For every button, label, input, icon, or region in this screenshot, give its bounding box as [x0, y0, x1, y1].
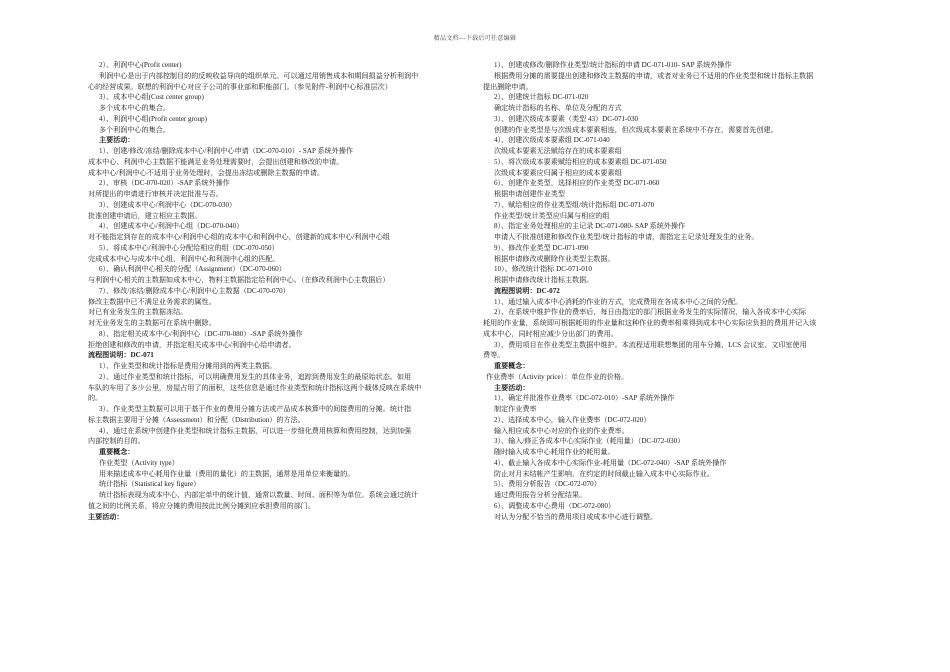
left-text-line: 利润中心是出于内部控制目的的反映收益导向的组织单元。可以通过用销售成本和期间损益分析利润中 [99, 71, 419, 80]
right-text-line: 1）、创建或修改/删除作业类型/统计指标的申请 DC-071-010- SAP 系统外操作 [494, 61, 732, 69]
right-text-line: 重要概念： [494, 362, 530, 370]
right-text-line: 创建的作业类型是与次级成本要素相连，但次级成本要素在系统中不存在，需要首先创建。 [494, 125, 778, 134]
left-text-line: 对所提出的申请进行审核并决定批准与否。 [88, 190, 223, 198]
right-column [483, 60, 878, 522]
left-text-line: 成本中心、利润中心主数据不能满足业务处理需要时，会提出创建和修改的申请。 [88, 157, 344, 166]
left-text-line: 修改主数据中已不满足业务需求的属性。 [88, 297, 216, 306]
right-text-line: 成本中心，同时相应减少分出部门的费用。 [483, 329, 618, 338]
right-text-line: 提出删除申请。 [483, 82, 533, 91]
right-text-line: 3）、创建次级成本要素（类型 43）DC-071-030 [494, 114, 639, 123]
right-text-line: 随时输入成本中心耗用作业的耗用量。 [494, 448, 615, 456]
left-text-line: 5）、将成本中心/利润中心分配给相应的组（DC-070-050） [99, 243, 279, 252]
right-text-line: 对认为分配不恰当的费用项目或成本中心进行调整。 [494, 512, 658, 521]
right-text-line: 2）、在系统中维护作业的费率后，每日由指定的部门根据业务发生的实际情况，输入各成本中心实际 [494, 308, 807, 317]
right-text-line: 根据申请修改统计指标主数据。 [494, 276, 594, 284]
right-text-line: 1）、通过输入成本中心消耗的作业的方式，完成费用在各成本中心之间的分配。 [494, 297, 743, 306]
left-text-line: 统计指标表现为成本中心、内部定单中的统计值，通常以数量、时间、面积等为单位。系统会通过统计 [99, 491, 419, 499]
left-text-line: 心的经营成果。联想的利润中心对应子公司的事业部和职能部门。（参见附件-利润中心标准层次） [88, 82, 392, 91]
right-text-line: 3）、输入/修正各成本中心实际作业（耗用量）（DC-072-030） [494, 437, 685, 446]
right-text-line: 作业类型/统计类型应归属与相应的组 [494, 211, 610, 220]
left-text-line: 主要活动： [88, 512, 124, 521]
left-text-line: 6）、确认利润中心相关的分配（Assignment）（DC-070-060） [99, 265, 286, 274]
left-text-line: 拒绝创建和修改的申请，并指定相关成本中心/利润中心给申请者。 [88, 340, 296, 349]
left-text-line: 成本中心/利润中心不适用于业务处理时，会提出冻结或删除主数据的申请。 [88, 168, 325, 177]
page-header: 精品文档---下载后可任意编辑 [433, 36, 517, 42]
right-text-line: 次级成本要素应归属于相应的成本要素组 [494, 168, 622, 177]
right-text-line: 2）、选择成本中心，输入作业费率（DC-072-020） [494, 415, 651, 424]
left-text-line: 2）、通过作业类型和统计指标，可以明确费用发生的具体业务，追踪到费用发生的最原始状态。如用 [99, 372, 412, 381]
right-text-line: 根据申请修改或删除作业类型主数据。 [494, 254, 615, 263]
right-text-line: 10）、修改统计指标 DC-071-010 [494, 265, 592, 274]
left-text-line: 的。 [88, 394, 103, 403]
left-text-line: 4）、利润中心组(Profit center group) [99, 114, 207, 123]
left-text-line: 4）、创建成本中心/利润中心组（DC-070-040） [99, 222, 244, 231]
right-text-line: 2）、创建统计指标 DC-071-020 [494, 93, 589, 102]
left-text-line: 多个成本中心的集合。 [99, 104, 170, 112]
right-text-line: 9）、修改作业类型 DC-071-090 [494, 243, 589, 252]
right-text-line: 根据费用分摊的需要提出创建和修改主数据的申请，或者对业务已不适用的作业类型和统计指标主数据 [494, 71, 814, 80]
right-text-line: 主要活动： [494, 383, 530, 392]
left-text-line: 7）、修改/冻结/删除成本中心/利润中心主数据（DC-070-070） [99, 286, 290, 295]
right-text-line: 输入相应成本中心对应的作业的作业费率。 [494, 426, 629, 435]
right-text-line: 4）、截止输入各成本中心实际作业-耗用量（DC-072-040）-SAP 系统外操作 [494, 458, 727, 467]
left-text-line: 主要活动： [99, 136, 135, 145]
left-text-line: 对无业务发生的主数据可在系统中删除。 [88, 319, 216, 327]
right-text-line: 防止对月末结帐产生影响，在约定的时间截止输入成本中心实际作业。 [494, 469, 714, 478]
left-text-line: 2）、审核（DC-070-020）-SAP 系统外操作 [99, 179, 230, 188]
right-text-line: 1）、确定并批准作业费率（DC-072-010）-SAP 系统外操作 [494, 394, 675, 403]
left-text-line: 标主数据主要用于分摊（Assessment）和分配（Distribution）的方法。 [88, 415, 305, 424]
left-text-line: 对已有业务发生的主数据冻结。 [88, 308, 188, 317]
right-text-line: 6）、创建作业类型，选择相应的作业类型 DC-071-060 [494, 179, 660, 188]
right-text-line: 4）、创建次级成本要素组 DC-071-040 [494, 136, 610, 145]
right-text-line: 申请人不批准创建和修改作业类型/统计指标的申请，需指定主记录处理发生的业务。 [494, 233, 759, 241]
left-text-line: 2）、利润中心(Profit center) [99, 61, 182, 69]
left-text-line: 3）、作业类型主数据可以用于基于作业的费用分摊方法或产品成本核算中的间接费用的分摊。统计指 [99, 405, 412, 413]
left-text-line: 流程图说明：DC-071 [88, 351, 154, 360]
left-text-line: 与利润中心相关的主数据如成本中心，物料主数据指定给利润中心。（在修改利润中心主数据后） [88, 276, 390, 284]
right-text-line: 流程图说明：DC-072 [494, 286, 560, 295]
left-text-line: 作业类型（Activity type） [99, 458, 179, 467]
right-text-line: 6）、调整成本中心费用（DC-072-080） [494, 501, 615, 510]
left-text-line: 车队的车用了多少公里，房屋占用了的面积，这些信息是通过作业类型和统计指标这两个载体反映在系统中 [88, 383, 422, 392]
right-text-line: 5）、将次级成本要素赋给相应的成本要素组 DC-071-050 [494, 157, 667, 166]
left-text-line: 内部控制的目的。 [88, 437, 145, 446]
left-text-line: 值之间的比例关系，将应分摊的费用按此比例分摊到应承担费用的部门。 [88, 501, 315, 510]
right-text-line: 次级成本要素无法赋给存在的成本要素组 [494, 147, 622, 155]
left-text-line: 1）、作业类型和统计指标是费用分摊用到的两类主数据。 [99, 362, 277, 370]
right-text-line: 通过费用报告分析分配结果。 [494, 491, 587, 499]
right-text-line: 根据申请创建作业类型 [494, 190, 565, 198]
left-text-line: 重要概念： [99, 448, 135, 456]
right-text-line: 费等。 [483, 351, 505, 360]
right-text-line: 作业费率（Activity price）：单位作业的价格。 [486, 372, 629, 381]
right-text-line: 5）、费用分析报告（DC-072-070） [494, 480, 601, 489]
left-text-line: 3）、创建成本中心/利润中心（DC-070-030） [99, 200, 237, 209]
left-text-line: 多个利润中心的集合。 [99, 125, 170, 134]
right-text-line: 耗用的作业量，系统即可根据耗用的作业量和这种作业的费率相乘得到成本中心实际应负担的费用并记入该 [483, 319, 817, 327]
right-text-line: 确定统计指标的名称、单位及分配的方式 [494, 104, 622, 112]
left-text-line: 1）、创建/修改/冻结/删除成本中心/利润中心申请（DC-070-010）- SAP 系统外操作 [99, 147, 353, 155]
left-text-line: 统计指标（Statistical key figure） [99, 480, 201, 489]
left-text-line: 对不能指定到存在的成本中心/利润中心组的成本中心和利润中心，创建新的成本中心/利润中心组 [88, 233, 390, 241]
right-text-line: 制定作业费率 [494, 405, 537, 413]
left-text-line: 用来描述成本中心耗用作业量（费用的量化）的主数据，通常是用单位来衡量的。 [99, 469, 355, 478]
right-text-line: 3）、费用项目在作业类型主数据中维护。本流程适用联想集团的用车分摊、LCS 会议室、文印室使用 [494, 340, 807, 349]
right-text-line: 7）、赋给相应的作业类型组/统计指标组 DC-071-070 [494, 200, 655, 209]
right-text-line: 8）、指定业务处理相应的主记录 DC-071-080- SAP 系统外操作 [494, 222, 686, 231]
left-text-line: 4）、通过在系统中创建作业类型和统计指标主数据，可以进一步细化费用核算和费用控制，达到加强 [99, 426, 412, 435]
left-text-line: 3）、成本中心组(Cost center group) [99, 93, 204, 102]
left-column [88, 60, 473, 522]
left-text-line: 完成成本中心与成本中心组，利润中心和利润中心组的匹配。 [88, 254, 280, 263]
left-text-line: 8）、指定相关成本中心/利润中心（DC-070-080）-SAP 系统外操作 [99, 329, 303, 338]
left-text-line: 批准创建申请后，建立相应主数据。 [88, 211, 202, 220]
